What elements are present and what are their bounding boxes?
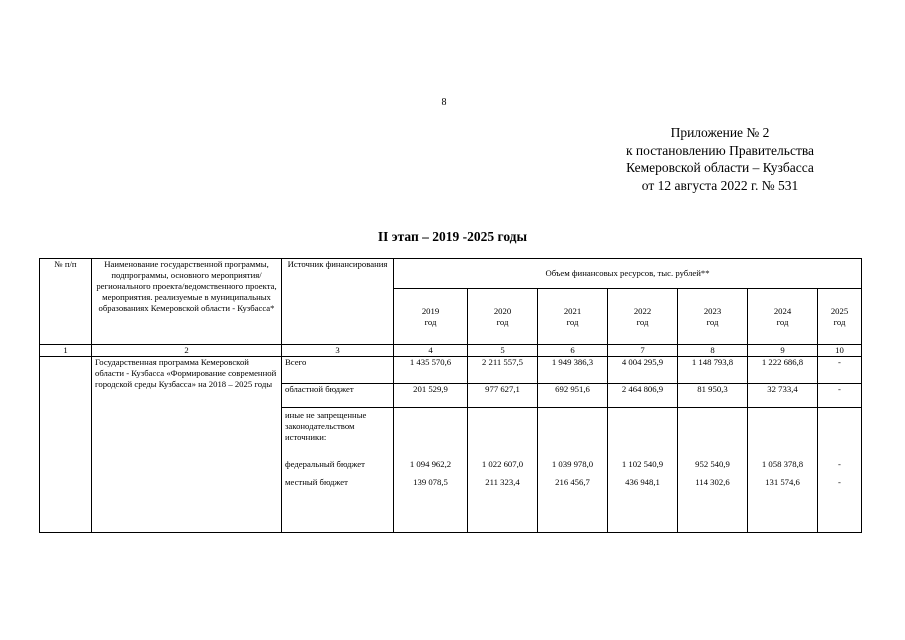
year-unit: год [424, 316, 437, 327]
value-cell: 977 627,1 [468, 384, 538, 408]
source-federal: федеральный бюджет [285, 459, 365, 469]
local-value: - [838, 477, 841, 487]
local-value: 216 456,7 [555, 477, 590, 487]
federal-value: 1 022 607,0 [481, 459, 524, 469]
value-cell: 1 148 793,8 [678, 357, 748, 384]
local-value: 436 948,1 [625, 477, 660, 487]
value-cell [468, 408, 538, 533]
year-label: 2025 [830, 305, 849, 316]
year-unit: год [776, 316, 789, 327]
header-num: № п/п [40, 259, 92, 345]
column-number: 4 [394, 345, 468, 357]
column-number: 9 [748, 345, 818, 357]
value-cell: 201 529,9 [394, 384, 468, 408]
local-value: 211 323,4 [485, 477, 520, 487]
stage-title: II этап – 2019 -2025 годы [377, 229, 528, 244]
year-label: 2019 [421, 305, 440, 316]
program-name: Государственная программа Кемеровской области - Кузбасса «Формирование современной городской среды Кузбасса» на 2018 – 2025 годы [92, 357, 282, 533]
federal-value: - [838, 459, 841, 469]
source-local: местный бюджет [285, 477, 348, 487]
year-unit: год [833, 316, 846, 327]
column-number: 5 [468, 345, 538, 357]
year-label: 2023 [703, 305, 722, 316]
year-label: 2020 [493, 305, 512, 316]
column-number: 6 [538, 345, 608, 357]
federal-value: 1 102 540,9 [621, 459, 664, 469]
federal-value: 1 039 978,0 [551, 459, 594, 469]
value-cell [608, 408, 678, 533]
year-label: 2022 [633, 305, 652, 316]
source-regional: областной бюджет [282, 384, 394, 408]
value-cell [748, 408, 818, 533]
appendix-header [600, 124, 840, 194]
header-source: Источник финансирования [282, 259, 394, 345]
federal-value: 1 094 962,2 [409, 459, 452, 469]
header-year-2020 [468, 289, 538, 345]
value-cell: 1 949 386,3 [538, 357, 608, 384]
year-unit: год [566, 316, 579, 327]
appendix-line-1: Приложение № 2 [670, 125, 770, 140]
year-unit: год [706, 316, 719, 327]
year-unit: год [496, 316, 509, 327]
year-label: 2021 [563, 305, 582, 316]
value-cell: 1 435 570,6 [394, 357, 468, 384]
source-other [282, 408, 394, 533]
header-year-2023 [678, 289, 748, 345]
header-volume: Объем финансовых ресурсов, тыс. рублей** [394, 259, 862, 289]
value-cell: 32 733,4 [748, 384, 818, 408]
appendix-line-4: от 12 августа 2022 г. № 531 [641, 177, 799, 193]
appendix-line-2: к постановлению Правительства [625, 142, 815, 158]
header-year-2022 [608, 289, 678, 345]
header-year-2021 [538, 289, 608, 345]
column-number: 3 [282, 345, 394, 357]
value-cell: 1 222 686,8 [748, 357, 818, 384]
column-number: 8 [678, 345, 748, 357]
value-cell [538, 408, 608, 533]
local-value: 114 302,6 [695, 477, 730, 487]
column-number: 2 [92, 345, 282, 357]
value-cell [818, 408, 862, 533]
header-name: Наименование государственной программы, подпрограммы, основного мероприятия/регионального проекта/ведомственного проекта, мероприятия. реализуемые в муниципальных образованиях Кемеровской области - Кузбасса* [92, 259, 282, 345]
federal-value: 1 058 378,8 [761, 459, 804, 469]
column-number: 7 [608, 345, 678, 357]
value-cell: - [818, 357, 862, 384]
column-number-row [40, 345, 862, 357]
page-number: 8 [441, 97, 447, 108]
header-year-2025 [818, 289, 862, 345]
value-cell [394, 408, 468, 533]
value-cell [678, 408, 748, 533]
row-num-cell [40, 357, 92, 533]
local-value: 139 078,5 [413, 477, 448, 487]
table-row [40, 357, 862, 384]
source-total: Всего [282, 357, 394, 384]
header-row [40, 259, 862, 289]
column-number: 10 [818, 345, 862, 357]
value-cell: 4 004 295,9 [608, 357, 678, 384]
appendix-line-3: Кемеровской области – Кузбасса [626, 160, 814, 175]
value-cell: 81 950,3 [678, 384, 748, 408]
value-cell: 692 951,6 [538, 384, 608, 408]
year-unit: год [636, 316, 649, 327]
other-sources-label: иные не запрещенные законодательством источники: [285, 410, 367, 442]
year-label: 2024 [773, 305, 792, 316]
federal-value: 952 540,9 [695, 459, 730, 469]
column-number: 1 [40, 345, 92, 357]
value-cell: - [818, 384, 862, 408]
financing-table [39, 258, 862, 533]
header-year-2024 [748, 289, 818, 345]
value-cell: 2 211 557,5 [468, 357, 538, 384]
value-cell: 2 464 806,9 [608, 384, 678, 408]
header-year-2019 [394, 289, 468, 345]
local-value: 131 574,6 [765, 477, 800, 487]
